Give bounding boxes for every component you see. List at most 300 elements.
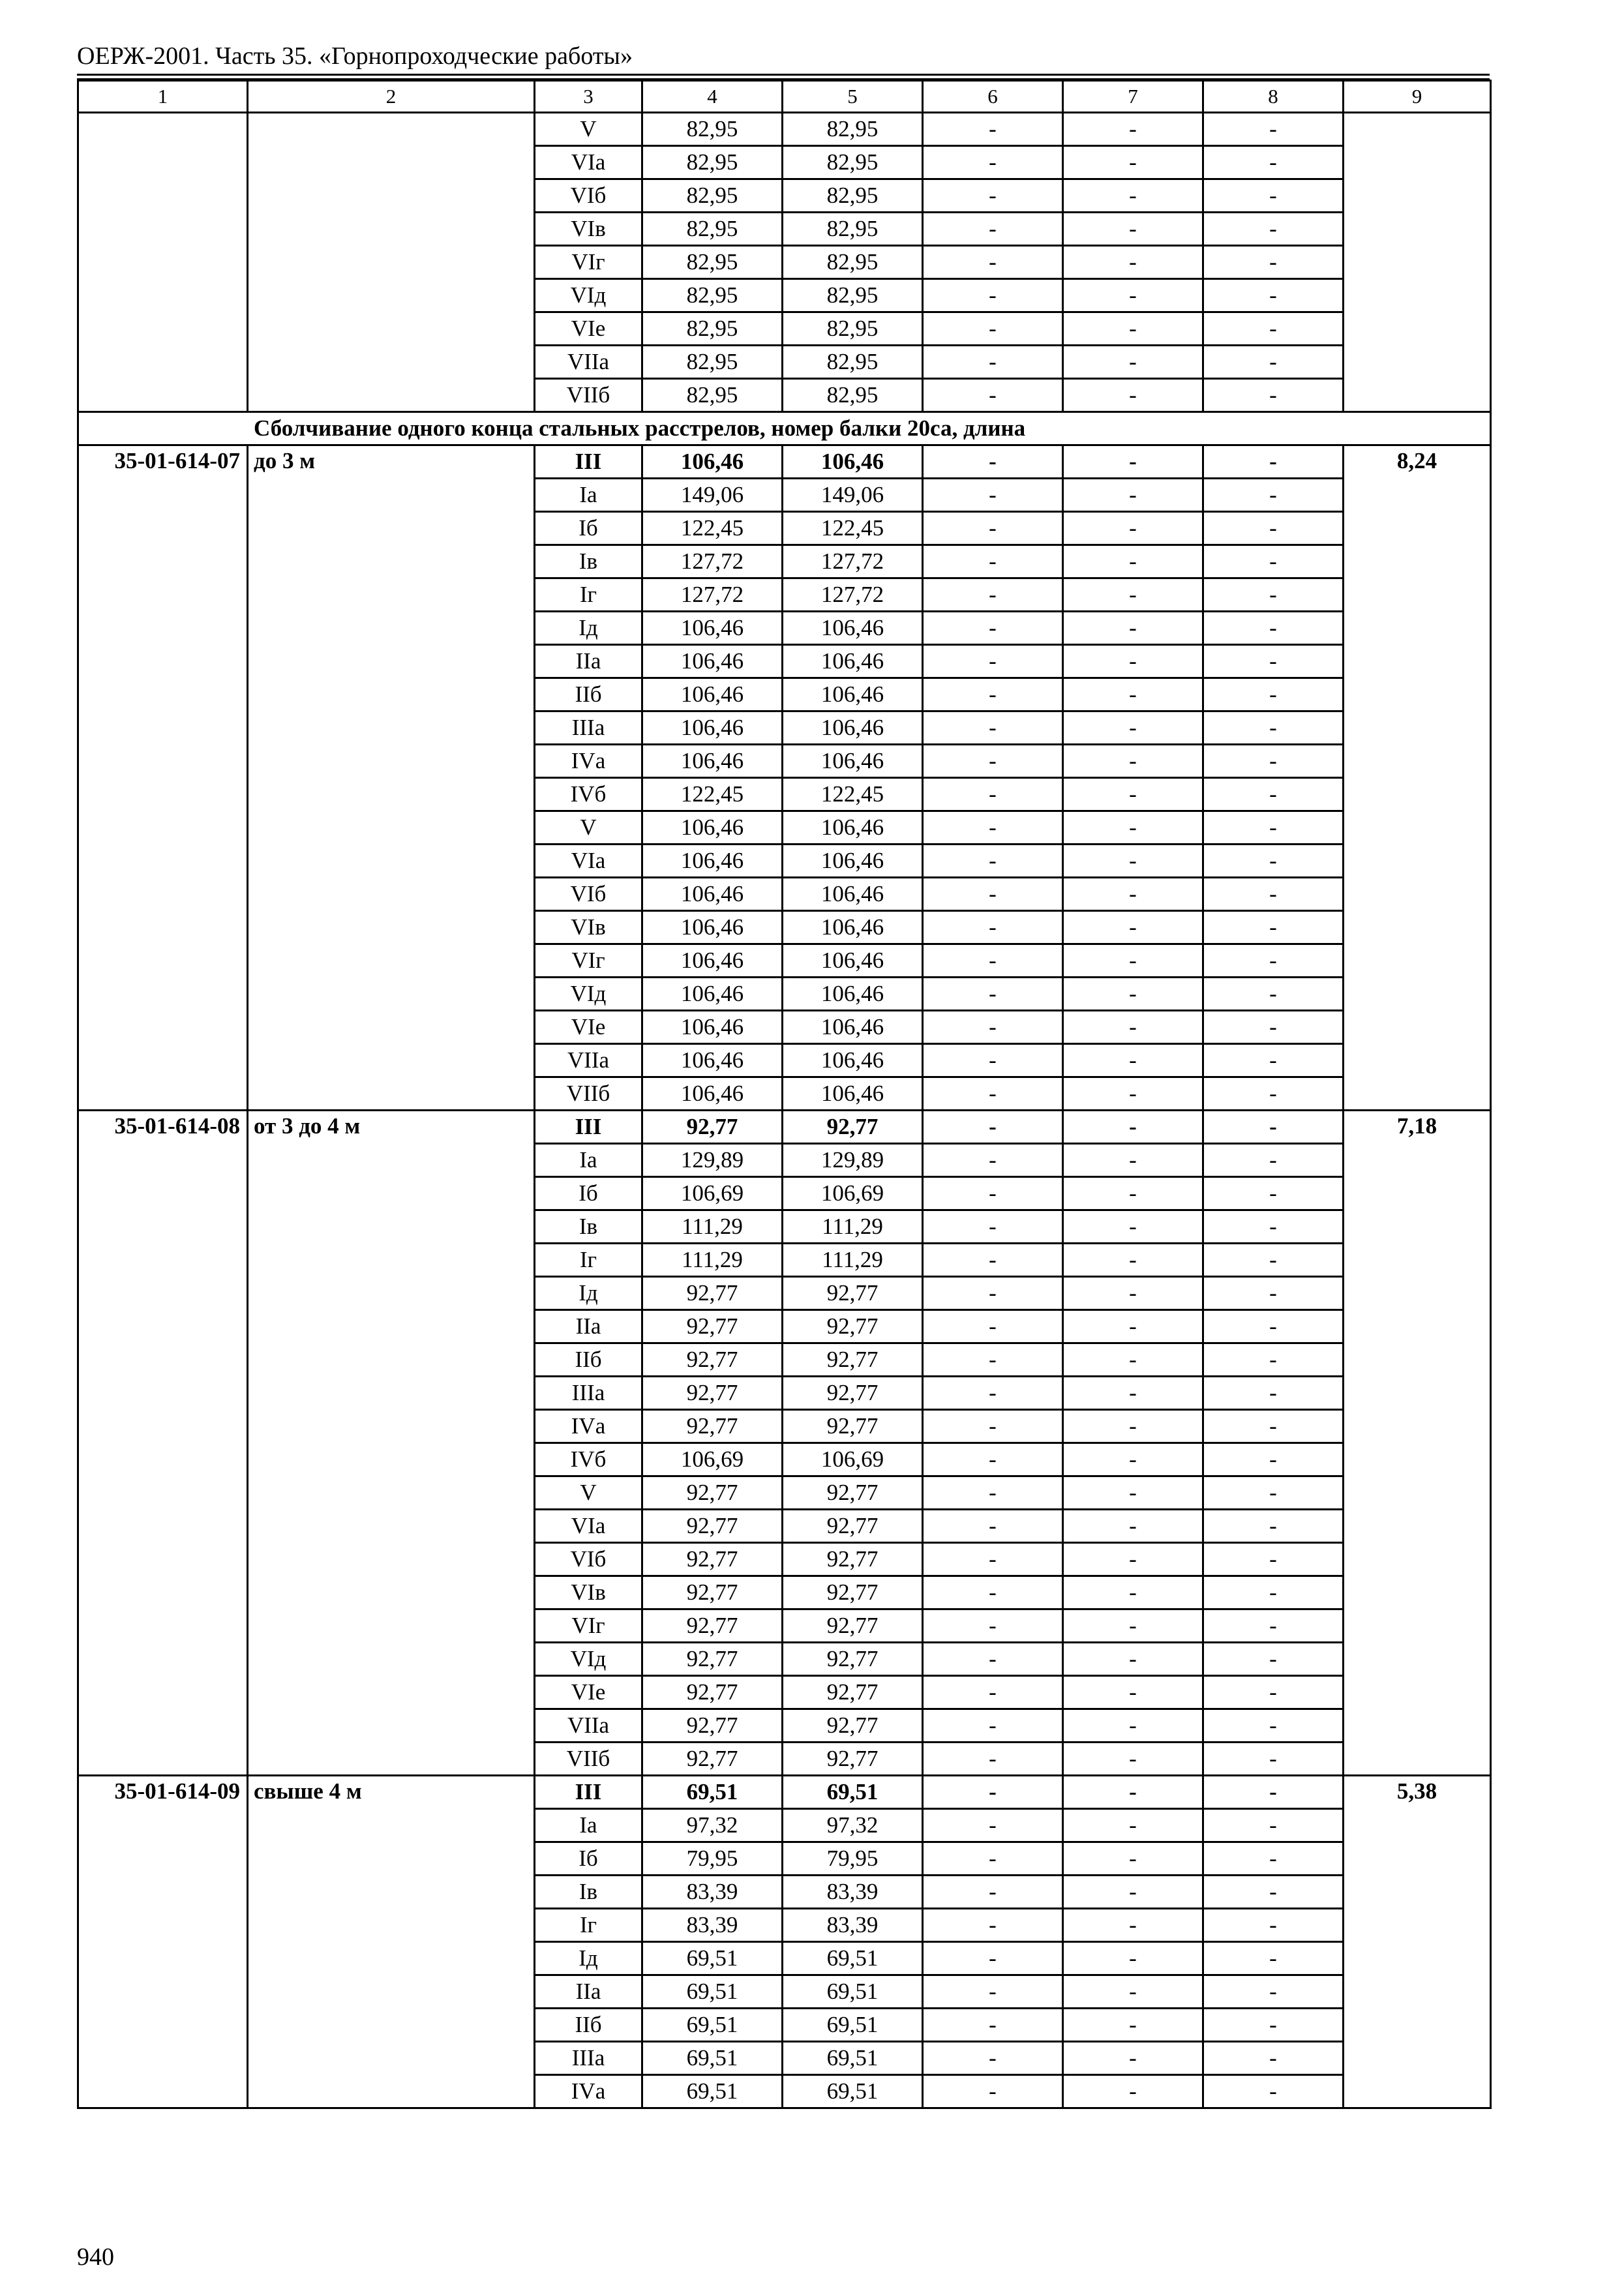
value-col7-cell: - xyxy=(1063,944,1203,978)
rate-code-cell xyxy=(78,113,248,412)
value-col7-cell: - xyxy=(1063,1144,1203,1177)
value-col6-cell: - xyxy=(923,1044,1063,1077)
value-col5-cell: 92,77 xyxy=(783,1476,923,1510)
value-col8-cell: - xyxy=(1203,1210,1344,1244)
value-col6-cell: - xyxy=(923,1277,1063,1310)
value-col7-cell: - xyxy=(1063,146,1203,179)
value-col7-cell: - xyxy=(1063,445,1203,479)
value-col7-cell: - xyxy=(1063,1210,1203,1244)
value-col4-cell: 106,46 xyxy=(642,645,783,678)
value-col8-cell: - xyxy=(1203,1410,1344,1443)
value-col7-cell: - xyxy=(1063,845,1203,878)
region-cell: VIв xyxy=(535,213,642,246)
value-col5-cell: 106,46 xyxy=(783,1077,923,1111)
value-col6-cell: - xyxy=(923,2042,1063,2075)
rates-table-container xyxy=(77,80,1490,2109)
value-col8-cell: - xyxy=(1203,612,1344,645)
value-col8-cell: - xyxy=(1203,179,1344,213)
value-col7-cell: - xyxy=(1063,678,1203,711)
region-cell: Iд xyxy=(535,612,642,645)
region-cell: III xyxy=(535,445,642,479)
region-cell: VIб xyxy=(535,1543,642,1576)
value-col7-cell: - xyxy=(1063,2042,1203,2075)
value-col4-cell: 82,95 xyxy=(642,312,783,346)
value-col5-cell: 106,46 xyxy=(783,1044,923,1077)
value-col5-cell: 106,46 xyxy=(783,612,923,645)
region-cell: Iв xyxy=(535,545,642,578)
value-col7-cell: - xyxy=(1063,1177,1203,1210)
value-col6-cell: - xyxy=(923,1643,1063,1676)
region-cell: IIIа xyxy=(535,1377,642,1410)
value-col8-cell: - xyxy=(1203,878,1344,911)
column-number-cell: 3 xyxy=(535,81,642,113)
value-col8-cell: - xyxy=(1203,479,1344,512)
value-col4-cell: 92,77 xyxy=(642,1277,783,1310)
value-col5-cell: 92,77 xyxy=(783,1410,923,1443)
value-col8-cell: - xyxy=(1203,113,1344,146)
value-col7-cell: - xyxy=(1063,379,1203,412)
region-cell: Iв xyxy=(535,1210,642,1244)
value-col5-cell: 97,32 xyxy=(783,1809,923,1842)
value-col4-cell: 82,95 xyxy=(642,346,783,379)
value-col8-cell: - xyxy=(1203,1942,1344,1975)
value-col6-cell: - xyxy=(923,1510,1063,1543)
value-col6-cell: - xyxy=(923,1776,1063,1809)
value-col6-cell: - xyxy=(923,1576,1063,1609)
value-col4-cell: 69,51 xyxy=(642,1975,783,2009)
value-col7-cell: - xyxy=(1063,1377,1203,1410)
region-cell: IVа xyxy=(535,2075,642,2108)
value-col4-cell: 106,46 xyxy=(642,1011,783,1044)
region-cell: VIв xyxy=(535,1576,642,1609)
value-col8-cell: - xyxy=(1203,944,1344,978)
value-col6-cell: - xyxy=(923,346,1063,379)
value-col5-cell: 82,95 xyxy=(783,346,923,379)
value-col4-cell: 82,95 xyxy=(642,246,783,279)
value-col4-cell: 69,51 xyxy=(642,2009,783,2042)
value-col4-cell: 82,95 xyxy=(642,279,783,312)
labor-norm-cell xyxy=(1344,113,1491,412)
table-row xyxy=(78,445,1491,479)
value-col5-cell: 92,77 xyxy=(783,1543,923,1576)
value-col8-cell: - xyxy=(1203,1377,1344,1410)
value-col4-cell: 122,45 xyxy=(642,512,783,545)
value-col7-cell: - xyxy=(1063,1044,1203,1077)
value-col7-cell: - xyxy=(1063,1709,1203,1743)
value-col5-cell: 111,29 xyxy=(783,1210,923,1244)
value-col5-cell: 106,46 xyxy=(783,1011,923,1044)
value-col5-cell: 129,89 xyxy=(783,1144,923,1177)
value-col8-cell: - xyxy=(1203,1044,1344,1077)
value-col5-cell: 82,95 xyxy=(783,279,923,312)
value-col4-cell: 92,77 xyxy=(642,1476,783,1510)
region-cell: VIIб xyxy=(535,1077,642,1111)
value-col7-cell: - xyxy=(1063,246,1203,279)
value-col4-cell: 111,29 xyxy=(642,1210,783,1244)
value-col4-cell: 122,45 xyxy=(642,778,783,811)
value-col4-cell: 106,46 xyxy=(642,978,783,1011)
region-cell: Iа xyxy=(535,1809,642,1842)
value-col8-cell: - xyxy=(1203,1476,1344,1510)
value-col4-cell: 92,77 xyxy=(642,1576,783,1609)
value-col6-cell: - xyxy=(923,1543,1063,1576)
value-col8-cell: - xyxy=(1203,346,1344,379)
value-col7-cell: - xyxy=(1063,1842,1203,1876)
value-col6-cell: - xyxy=(923,778,1063,811)
value-col7-cell: - xyxy=(1063,1343,1203,1377)
value-col4-cell: 92,77 xyxy=(642,1343,783,1377)
value-col7-cell: - xyxy=(1063,1743,1203,1776)
value-col8-cell: - xyxy=(1203,1077,1344,1111)
value-col7-cell: - xyxy=(1063,1676,1203,1709)
value-col7-cell: - xyxy=(1063,1776,1203,1809)
column-number-cell: 7 xyxy=(1063,81,1203,113)
value-col8-cell: - xyxy=(1203,978,1344,1011)
value-col5-cell: 92,77 xyxy=(783,1743,923,1776)
value-col8-cell: - xyxy=(1203,312,1344,346)
value-col6-cell: - xyxy=(923,1144,1063,1177)
value-col7-cell: - xyxy=(1063,279,1203,312)
value-col4-cell: 82,95 xyxy=(642,379,783,412)
value-col4-cell: 83,39 xyxy=(642,1876,783,1909)
value-col4-cell: 106,46 xyxy=(642,711,783,745)
value-col5-cell: 82,95 xyxy=(783,213,923,246)
value-col8-cell: - xyxy=(1203,745,1344,778)
rates-table xyxy=(77,80,1492,2109)
value-col8-cell: - xyxy=(1203,811,1344,845)
value-col8-cell: - xyxy=(1203,1676,1344,1709)
region-cell: IIб xyxy=(535,678,642,711)
value-col6-cell: - xyxy=(923,1310,1063,1343)
value-col6-cell: - xyxy=(923,578,1063,612)
value-col4-cell: 106,46 xyxy=(642,678,783,711)
value-col8-cell: - xyxy=(1203,1576,1344,1609)
value-col6-cell: - xyxy=(923,1942,1063,1975)
value-col7-cell: - xyxy=(1063,1576,1203,1609)
value-col5-cell: 106,46 xyxy=(783,711,923,745)
value-col8-cell: - xyxy=(1203,1011,1344,1044)
value-col6-cell: - xyxy=(923,545,1063,578)
value-col4-cell: 127,72 xyxy=(642,578,783,612)
region-cell: VIг xyxy=(535,246,642,279)
page-title: ОЕРЖ-2001. Часть 35. «Горнопроходческие работы» xyxy=(77,42,633,70)
value-col4-cell: 83,39 xyxy=(642,1909,783,1942)
value-col4-cell: 69,51 xyxy=(642,2075,783,2108)
region-cell: VIе xyxy=(535,1676,642,1709)
value-col8-cell: - xyxy=(1203,578,1344,612)
value-col6-cell: - xyxy=(923,1210,1063,1244)
value-col6-cell: - xyxy=(923,978,1063,1011)
column-number-cell: 2 xyxy=(248,81,535,113)
rate-code-cell: 35-01-614-07 xyxy=(78,445,248,1111)
region-cell: IIа xyxy=(535,1310,642,1343)
value-col5-cell: 92,77 xyxy=(783,1377,923,1410)
region-cell: IIIа xyxy=(535,711,642,745)
value-col6-cell: - xyxy=(923,1909,1063,1942)
region-cell: VIа xyxy=(535,845,642,878)
value-col5-cell: 79,95 xyxy=(783,1842,923,1876)
value-col8-cell: - xyxy=(1203,1111,1344,1144)
value-col4-cell: 129,89 xyxy=(642,1144,783,1177)
value-col4-cell: 92,77 xyxy=(642,1643,783,1676)
value-col7-cell: - xyxy=(1063,645,1203,678)
table-row xyxy=(78,113,1491,146)
value-col5-cell: 69,51 xyxy=(783,1776,923,1809)
value-col5-cell: 106,46 xyxy=(783,811,923,845)
value-col4-cell: 92,77 xyxy=(642,1743,783,1776)
value-col6-cell: - xyxy=(923,911,1063,944)
value-col4-cell: 92,77 xyxy=(642,1510,783,1543)
value-col7-cell: - xyxy=(1063,113,1203,146)
value-col7-cell: - xyxy=(1063,911,1203,944)
value-col6-cell: - xyxy=(923,1975,1063,2009)
value-col8-cell: - xyxy=(1203,845,1344,878)
value-col5-cell: 92,77 xyxy=(783,1510,923,1543)
value-col6-cell: - xyxy=(923,878,1063,911)
value-col5-cell: 92,77 xyxy=(783,1676,923,1709)
value-col6-cell: - xyxy=(923,678,1063,711)
value-col4-cell: 97,32 xyxy=(642,1809,783,1842)
value-col4-cell: 106,46 xyxy=(642,1077,783,1111)
value-col6-cell: - xyxy=(923,1244,1063,1277)
value-col6-cell: - xyxy=(923,146,1063,179)
value-col5-cell: 83,39 xyxy=(783,1876,923,1909)
value-col7-cell: - xyxy=(1063,612,1203,645)
value-col4-cell: 106,69 xyxy=(642,1177,783,1210)
value-col4-cell: 82,95 xyxy=(642,113,783,146)
value-col4-cell: 92,77 xyxy=(642,1111,783,1144)
table-row xyxy=(78,1776,1491,1809)
region-cell: VIIа xyxy=(535,1709,642,1743)
value-col4-cell: 106,46 xyxy=(642,612,783,645)
section-header-row xyxy=(78,412,1491,445)
value-col8-cell: - xyxy=(1203,545,1344,578)
value-col4-cell: 106,46 xyxy=(642,745,783,778)
region-cell: VIд xyxy=(535,978,642,1011)
value-col6-cell: - xyxy=(923,2009,1063,2042)
header-rule xyxy=(77,74,1490,76)
region-cell: III xyxy=(535,1111,642,1144)
value-col6-cell: - xyxy=(923,1842,1063,1876)
value-col4-cell: 106,46 xyxy=(642,811,783,845)
region-cell: V xyxy=(535,1476,642,1510)
value-col5-cell: 106,46 xyxy=(783,678,923,711)
value-col8-cell: - xyxy=(1203,1842,1344,1876)
value-col6-cell: - xyxy=(923,1476,1063,1510)
region-cell: VIб xyxy=(535,878,642,911)
region-cell: VIг xyxy=(535,1609,642,1643)
region-cell: VIе xyxy=(535,1011,642,1044)
value-col4-cell: 106,46 xyxy=(642,845,783,878)
value-col7-cell: - xyxy=(1063,1809,1203,1842)
region-cell: IIа xyxy=(535,645,642,678)
value-col6-cell: - xyxy=(923,1743,1063,1776)
region-cell: IVа xyxy=(535,745,642,778)
region-cell: Iг xyxy=(535,1244,642,1277)
region-cell: VIIб xyxy=(535,379,642,412)
value-col7-cell: - xyxy=(1063,1909,1203,1942)
value-col5-cell: 92,77 xyxy=(783,1343,923,1377)
value-col7-cell: - xyxy=(1063,1443,1203,1476)
value-col8-cell: - xyxy=(1203,1809,1344,1842)
value-col6-cell: - xyxy=(923,1011,1063,1044)
value-col4-cell: 106,46 xyxy=(642,878,783,911)
value-col6-cell: - xyxy=(923,645,1063,678)
value-col5-cell: 82,95 xyxy=(783,113,923,146)
column-number-cell: 6 xyxy=(923,81,1063,113)
value-col6-cell: - xyxy=(923,1876,1063,1909)
value-col4-cell: 106,46 xyxy=(642,445,783,479)
value-col8-cell: - xyxy=(1203,1743,1344,1776)
value-col8-cell: - xyxy=(1203,512,1344,545)
region-cell: IVа xyxy=(535,1410,642,1443)
region-cell: Iг xyxy=(535,1909,642,1942)
value-col7-cell: - xyxy=(1063,1011,1203,1044)
value-col8-cell: - xyxy=(1203,1543,1344,1576)
work-name-cell xyxy=(248,113,535,412)
value-col7-cell: - xyxy=(1063,811,1203,845)
value-col4-cell: 149,06 xyxy=(642,479,783,512)
value-col5-cell: 106,69 xyxy=(783,1443,923,1476)
value-col8-cell: - xyxy=(1203,1343,1344,1377)
value-col4-cell: 106,69 xyxy=(642,1443,783,1476)
value-col7-cell: - xyxy=(1063,1975,1203,2009)
value-col7-cell: - xyxy=(1063,711,1203,745)
value-col7-cell: - xyxy=(1063,1277,1203,1310)
value-col7-cell: - xyxy=(1063,1476,1203,1510)
region-cell: Iб xyxy=(535,1177,642,1210)
value-col5-cell: 82,95 xyxy=(783,312,923,346)
column-number-cell: 5 xyxy=(783,81,923,113)
region-cell: Iд xyxy=(535,1277,642,1310)
value-col4-cell: 82,95 xyxy=(642,146,783,179)
region-cell: VIг xyxy=(535,944,642,978)
region-cell: VIе xyxy=(535,312,642,346)
labor-norm-cell: 7,18 xyxy=(1344,1111,1491,1776)
value-col6-cell: - xyxy=(923,479,1063,512)
region-cell: Iб xyxy=(535,1842,642,1876)
region-cell: IIб xyxy=(535,2009,642,2042)
value-col5-cell: 82,95 xyxy=(783,179,923,213)
value-col6-cell: - xyxy=(923,113,1063,146)
value-col6-cell: - xyxy=(923,1377,1063,1410)
value-col4-cell: 92,77 xyxy=(642,1543,783,1576)
value-col5-cell: 106,46 xyxy=(783,944,923,978)
work-name-cell: свыше 4 м xyxy=(248,1776,535,2108)
value-col6-cell: - xyxy=(923,312,1063,346)
value-col5-cell: 106,46 xyxy=(783,445,923,479)
value-col7-cell: - xyxy=(1063,1876,1203,1909)
value-col7-cell: - xyxy=(1063,213,1203,246)
value-col8-cell: - xyxy=(1203,1876,1344,1909)
value-col8-cell: - xyxy=(1203,2042,1344,2075)
work-name-cell: от 3 до 4 м xyxy=(248,1111,535,1776)
value-col7-cell: - xyxy=(1063,545,1203,578)
value-col6-cell: - xyxy=(923,512,1063,545)
value-col4-cell: 69,51 xyxy=(642,1942,783,1975)
region-cell: IVб xyxy=(535,1443,642,1476)
labor-norm-cell: 5,38 xyxy=(1344,1776,1491,2108)
value-col8-cell: - xyxy=(1203,2075,1344,2108)
region-cell: VIIа xyxy=(535,1044,642,1077)
region-cell: IIа xyxy=(535,1975,642,2009)
value-col5-cell: 92,77 xyxy=(783,1111,923,1144)
value-col6-cell: - xyxy=(923,612,1063,645)
region-cell: VIд xyxy=(535,1643,642,1676)
column-number-cell: 1 xyxy=(78,81,248,113)
value-col6-cell: - xyxy=(923,445,1063,479)
value-col7-cell: - xyxy=(1063,1310,1203,1343)
value-col6-cell: - xyxy=(923,711,1063,745)
value-col7-cell: - xyxy=(1063,578,1203,612)
column-number-cell: 4 xyxy=(642,81,783,113)
value-col7-cell: - xyxy=(1063,1609,1203,1643)
value-col6-cell: - xyxy=(923,944,1063,978)
value-col7-cell: - xyxy=(1063,1077,1203,1111)
value-col5-cell: 83,39 xyxy=(783,1909,923,1942)
value-col6-cell: - xyxy=(923,1609,1063,1643)
region-cell: VIIб xyxy=(535,1743,642,1776)
value-col6-cell: - xyxy=(923,279,1063,312)
value-col4-cell: 92,77 xyxy=(642,1676,783,1709)
value-col5-cell: 82,95 xyxy=(783,379,923,412)
value-col4-cell: 69,51 xyxy=(642,2042,783,2075)
value-col6-cell: - xyxy=(923,845,1063,878)
value-col6-cell: - xyxy=(923,811,1063,845)
value-col7-cell: - xyxy=(1063,1643,1203,1676)
value-col7-cell: - xyxy=(1063,512,1203,545)
region-cell: Iд xyxy=(535,1942,642,1975)
value-col8-cell: - xyxy=(1203,379,1344,412)
section-title: Сболчивание одного конца стальных расстрелов, номер балки 20са, длина xyxy=(78,412,1491,445)
value-col6-cell: - xyxy=(923,246,1063,279)
value-col6-cell: - xyxy=(923,179,1063,213)
column-number-cell: 9 xyxy=(1344,81,1491,113)
region-cell: V xyxy=(535,811,642,845)
region-cell: Iа xyxy=(535,1144,642,1177)
value-col6-cell: - xyxy=(923,1443,1063,1476)
value-col5-cell: 92,77 xyxy=(783,1709,923,1743)
rates-table-body xyxy=(78,81,1491,2108)
value-col8-cell: - xyxy=(1203,1709,1344,1743)
value-col4-cell: 69,51 xyxy=(642,1776,783,1809)
value-col8-cell: - xyxy=(1203,1177,1344,1210)
value-col7-cell: - xyxy=(1063,2009,1203,2042)
value-col6-cell: - xyxy=(923,2075,1063,2108)
value-col8-cell: - xyxy=(1203,246,1344,279)
value-col7-cell: - xyxy=(1063,312,1203,346)
value-col6-cell: - xyxy=(923,379,1063,412)
value-col5-cell: 106,46 xyxy=(783,645,923,678)
value-col5-cell: 92,77 xyxy=(783,1310,923,1343)
value-col7-cell: - xyxy=(1063,745,1203,778)
value-col5-cell: 106,46 xyxy=(783,845,923,878)
value-col5-cell: 69,51 xyxy=(783,2009,923,2042)
value-col5-cell: 69,51 xyxy=(783,2075,923,2108)
value-col5-cell: 92,77 xyxy=(783,1609,923,1643)
value-col4-cell: 92,77 xyxy=(642,1310,783,1343)
region-cell: IIб xyxy=(535,1343,642,1377)
value-col5-cell: 149,06 xyxy=(783,479,923,512)
value-col4-cell: 92,77 xyxy=(642,1377,783,1410)
value-col4-cell: 92,77 xyxy=(642,1609,783,1643)
region-cell: IIIа xyxy=(535,2042,642,2075)
value-col7-cell: - xyxy=(1063,778,1203,811)
region-cell: Iа xyxy=(535,479,642,512)
labor-norm-cell: 8,24 xyxy=(1344,445,1491,1111)
value-col8-cell: - xyxy=(1203,1643,1344,1676)
value-col6-cell: - xyxy=(923,1111,1063,1144)
